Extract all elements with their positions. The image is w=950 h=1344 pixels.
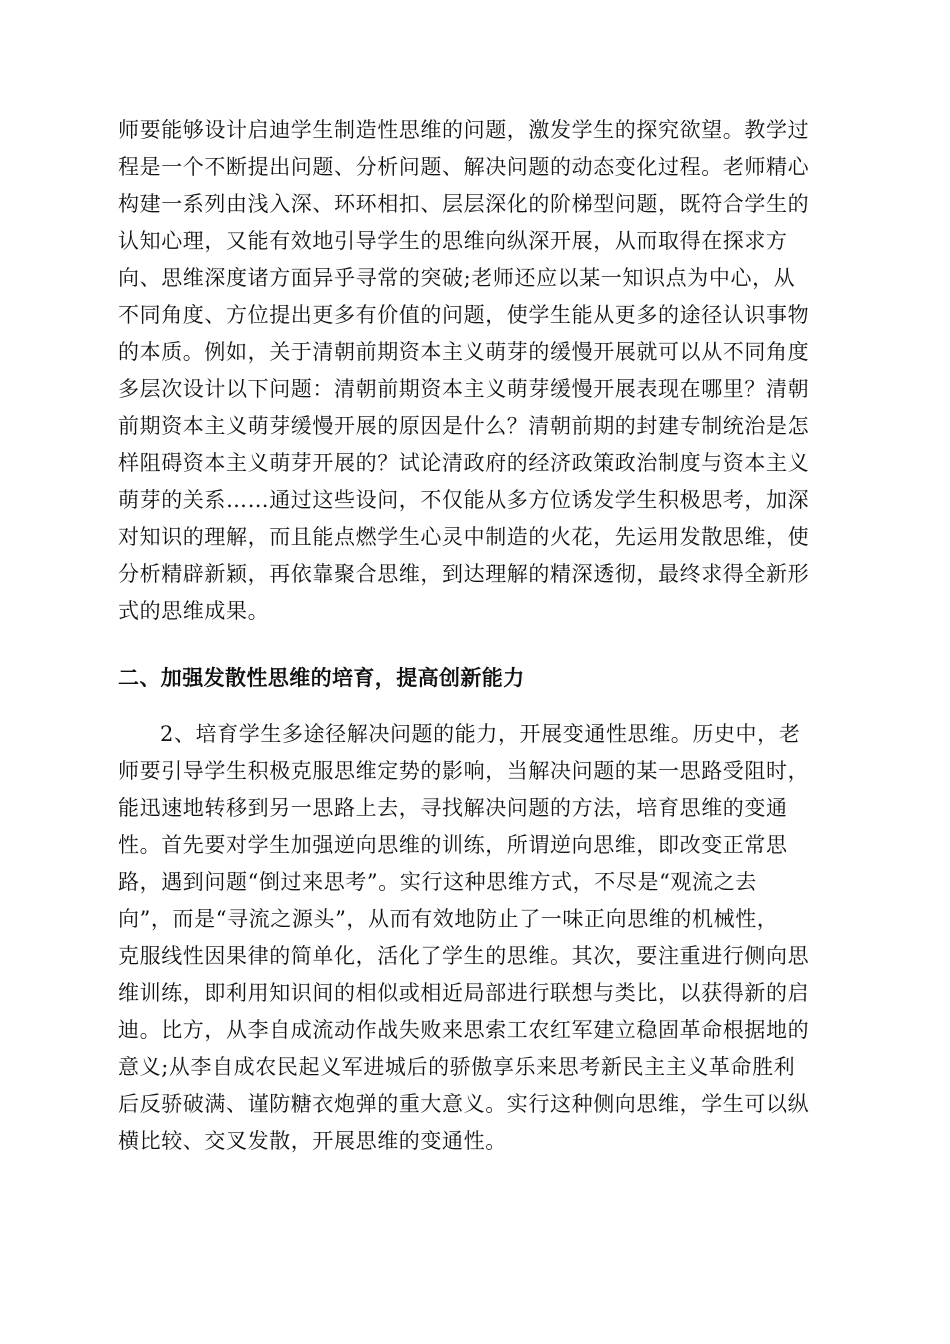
paragraph-2-line-8: 维训练，即利用知识间的相似或相近局部进行联想与类比，以获得新的启 [118,981,810,1005]
paragraph-1-line-6: 不同角度、方位提出更多有价值的问题，使学生能从更多的途径认识事物 [118,303,810,327]
paragraph-2-line-11: 后反骄破满、谨防糖衣炮弹的重大意义。实行这种侧向思维，学生可以纵 [118,1092,810,1116]
paragraph-1-line-4: 认知心理，又能有效地引导学生的思维向纵深开展，从而取得在探求方 [118,229,788,253]
paragraph-1-line-5: 向、思维深度诸方面异乎寻常的突破;老师还应以某一知识点为中心，从 [118,266,796,290]
paragraph-1-line-11: 萌芽的关系……通过这些设问，不仅能从多方位诱发学生积极思考，加深 [118,488,810,512]
paragraph-1-line-8: 多层次设计以下问题：清朝前期资本主义萌芽缓慢开展表现在哪里？清朝 [118,377,810,401]
section-heading: 二、加强发散性思维的培育，提高创新能力 [118,666,525,690]
paragraph-1-line-9: 前期资本主义萌芽缓慢开展的原因是什么？清朝前期的封建专制统治是怎 [118,414,810,438]
paragraph-2-line-4: 性。首先要对学生加强逆向思维的训练，所谓逆向思维，即改变正常思 [118,833,788,857]
paragraph-1-line-2: 程是一个不断提出问题、分析问题、解决问题的动态变化过程。老师精心 [118,155,810,179]
paragraph-1-line-7: 的本质。例如，关于清朝前期资本主义萌芽的缓慢开展就可以从不同角度 [118,340,810,364]
paragraph-1-line-1: 师要能够设计启迪学生制造性思维的问题，激发学生的探究欲望。教学过 [118,118,810,142]
paragraph-1-line-12: 对知识的理解，而且能点燃学生心灵中制造的火花，先运用发散思维，使 [118,525,810,549]
paragraph-1-line-3: 构建一系列由浅入深、环环相扣、层层深化的阶梯型问题，既符合学生的 [118,192,810,216]
paragraph-2-line-2: 师要引导学生积极克服思维定势的影响，当解决问题的某一思路受阻时， [118,759,810,783]
paragraph-2-line-6: 向”，而是“寻流之源头”，从而有效地防止了一味正向思维的机械性， [118,907,779,931]
paragraph-2-line-9: 迪。比方，从李自成流动作战失败来思索工农红军建立稳固革命根据地的 [118,1018,810,1042]
paragraph-2-line-3: 能迅速地转移到另一思路上去，寻找解决问题的方法，培育思维的变通 [118,796,788,820]
paragraph-1-line-13: 分析精辟新颖，再依靠聚合思维，到达理解的精深透彻，最终求得全新形 [118,562,810,586]
paragraph-1-line-14: 式的思维成果。 [118,599,270,623]
paragraph-2-line-1: 2、培育学生多途径解决问题的能力，开展变通性思维。历史中，老 [160,722,801,746]
paragraph-2-line-12: 横比较、交叉发散，开展思维的变通性。 [118,1129,507,1153]
paragraph-1-line-10: 样阻碍资本主义萌芽开展的？试论清政府的经济政策政治制度与资本主义 [118,451,810,475]
paragraph-2-line-7: 克服线性因果律的简单化，活化了学生的思维。其次，要注重进行侧向思 [118,944,810,968]
paragraph-2-line-10: 意义;从李自成农民起义军进城后的骄傲享乐来思考新民主主义革命胜利 [118,1055,796,1079]
paragraph-2-line-5: 路，遇到问题“倒过来思考”。实行这种思维方式，不尽是“观流之去 [118,870,757,894]
